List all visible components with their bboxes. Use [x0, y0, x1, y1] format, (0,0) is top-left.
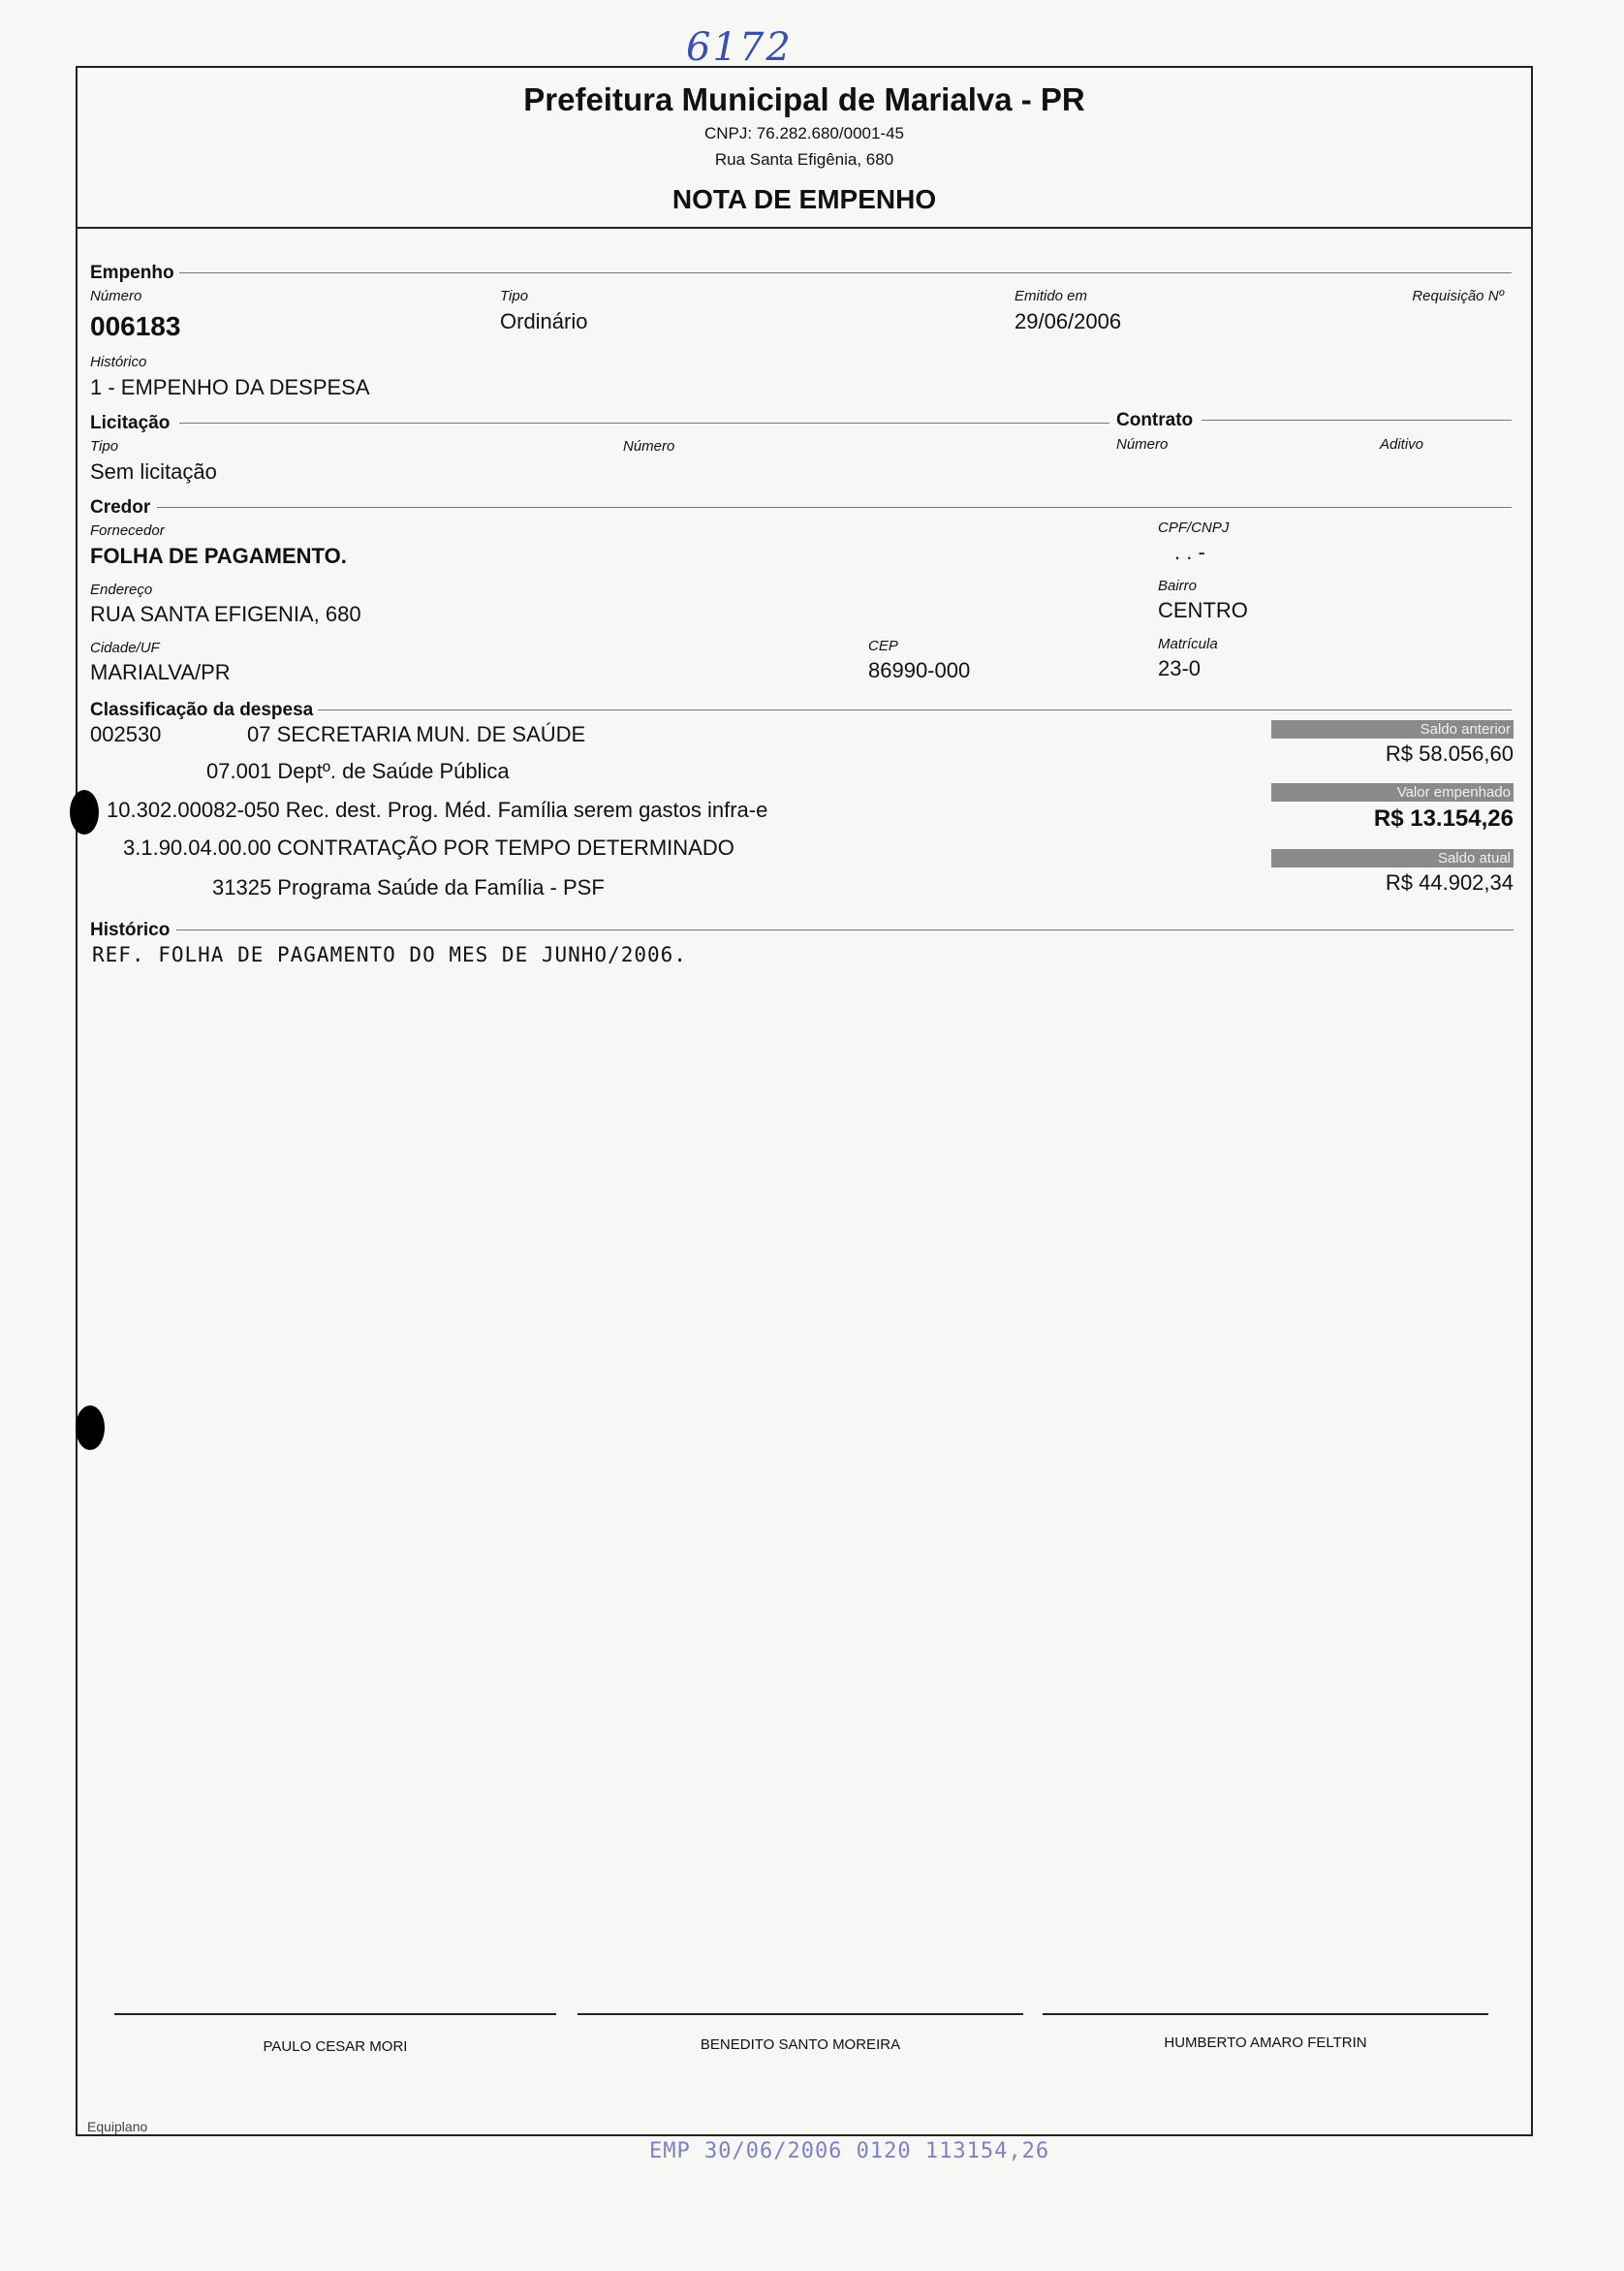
- section-credor: Credor: [90, 497, 151, 518]
- licitacao-numero-label: Número: [623, 438, 675, 455]
- section-empenho: Empenho: [90, 263, 174, 283]
- cep-label: CEP: [868, 638, 898, 654]
- historico-text: REF. FOLHA DE PAGAMENTO DO MES DE JUNHO/2006.: [92, 943, 687, 966]
- classificacao-line1: 07 SECRETARIA MUN. DE SAÚDE: [247, 722, 586, 746]
- bairro-label: Bairro: [1158, 578, 1198, 594]
- emitido-date: 29/06/2006: [1015, 309, 1122, 333]
- fornecedor-label: Fornecedor: [90, 522, 165, 539]
- licitacao-tipo-label: Tipo: [90, 438, 119, 455]
- rule-licitacao: [179, 423, 1109, 424]
- signature-name-3: HUMBERTO AMARO FELTRIN: [1164, 2034, 1367, 2051]
- signature-line: [114, 2013, 556, 2015]
- saldo-anterior-value: R$ 58.056,60: [1385, 741, 1514, 766]
- saldo-atual-label: Saldo atual: [1271, 849, 1514, 867]
- signature-line: [578, 2013, 1023, 2015]
- empenho-historico: 1 - EMPENHO DA DESPESA: [90, 375, 370, 399]
- cidade-label: Cidade/UF: [90, 640, 160, 656]
- cep-value: 86990-000: [868, 658, 971, 682]
- cpf-value: . . -: [1174, 540, 1205, 564]
- fornecedor-value: FOLHA DE PAGAMENTO.: [90, 544, 347, 568]
- classificacao-line4: 3.1.90.04.00.00 CONTRATAÇÃO POR TEMPO DETERMINADO: [123, 836, 734, 860]
- endereco-label: Endereço: [90, 582, 153, 598]
- contrato-aditivo-label: Aditivo: [1380, 436, 1424, 453]
- matricula-value: 23-0: [1158, 656, 1202, 680]
- section-contrato: Contrato: [1116, 410, 1194, 430]
- doc-title: NOTA DE EMPENHO: [671, 184, 937, 214]
- saldo-anterior-label: Saldo anterior: [1271, 720, 1514, 739]
- valor-empenhado-value: R$ 13.154,26: [1373, 805, 1514, 832]
- rule-contrato: [1202, 420, 1512, 421]
- handwritten-number: 6172: [686, 25, 793, 70]
- cidade-value: MARIALVA/PR: [90, 660, 231, 684]
- footer-stamp: EMP 30/06/2006 0120 113154,26: [649, 2139, 1050, 2163]
- emitido-label: Emitido em: [1015, 288, 1088, 304]
- requisicao-label: Requisição Nº: [1412, 288, 1504, 304]
- section-classificacao: Classificação da despesa: [90, 700, 314, 720]
- binder-hole: [76, 1405, 105, 1450]
- signature-name-1: PAULO CESAR MORI: [263, 2038, 408, 2055]
- classificacao-line3: 10.302.00082-050 Rec. dest. Prog. Méd. Família serem gastos infra-e: [107, 798, 768, 822]
- signature-line: [1043, 2013, 1488, 2015]
- header-divider: [76, 227, 1533, 229]
- contrato-numero-label: Número: [1116, 436, 1169, 453]
- signature-name-2: BENEDITO SANTO MOREIRA: [700, 2036, 901, 2053]
- classificacao-line5: 31325 Programa Saúde da Família - PSF: [212, 875, 605, 899]
- matricula-label: Matrícula: [1158, 636, 1218, 652]
- numero-label: Número: [90, 288, 142, 304]
- rule-empenho: [179, 272, 1512, 273]
- cpf-label: CPF/CNPJ: [1158, 520, 1230, 536]
- section-historico: Histórico: [90, 920, 171, 940]
- binder-hole: [70, 790, 99, 835]
- classificacao-line2: 07.001 Deptº. de Saúde Pública: [206, 759, 510, 783]
- address: Rua Santa Efigênia, 680: [714, 150, 894, 169]
- empenho-tipo: Ordinário: [500, 309, 588, 333]
- saldo-atual-value: R$ 44.902,34: [1385, 870, 1514, 895]
- classificacao-code: 002530: [90, 722, 162, 746]
- valor-empenhado-label: Valor empenhado: [1271, 783, 1514, 802]
- empenho-numero: 006183: [90, 311, 181, 341]
- tipo-label: Tipo: [500, 288, 529, 304]
- org-title: Prefeitura Municipal de Marialva - PR: [523, 81, 1085, 117]
- endereco-value: RUA SANTA EFIGENIA, 680: [90, 602, 361, 626]
- rule-credor: [157, 507, 1512, 508]
- historico-label: Histórico: [90, 354, 147, 370]
- bairro-value: CENTRO: [1158, 598, 1248, 622]
- footer-brand: Equiplano: [87, 2119, 148, 2134]
- section-licitacao: Licitação: [90, 413, 171, 433]
- cnpj: CNPJ: 76.282.680/0001-45: [703, 124, 905, 142]
- licitacao-tipo: Sem licitação: [90, 459, 217, 484]
